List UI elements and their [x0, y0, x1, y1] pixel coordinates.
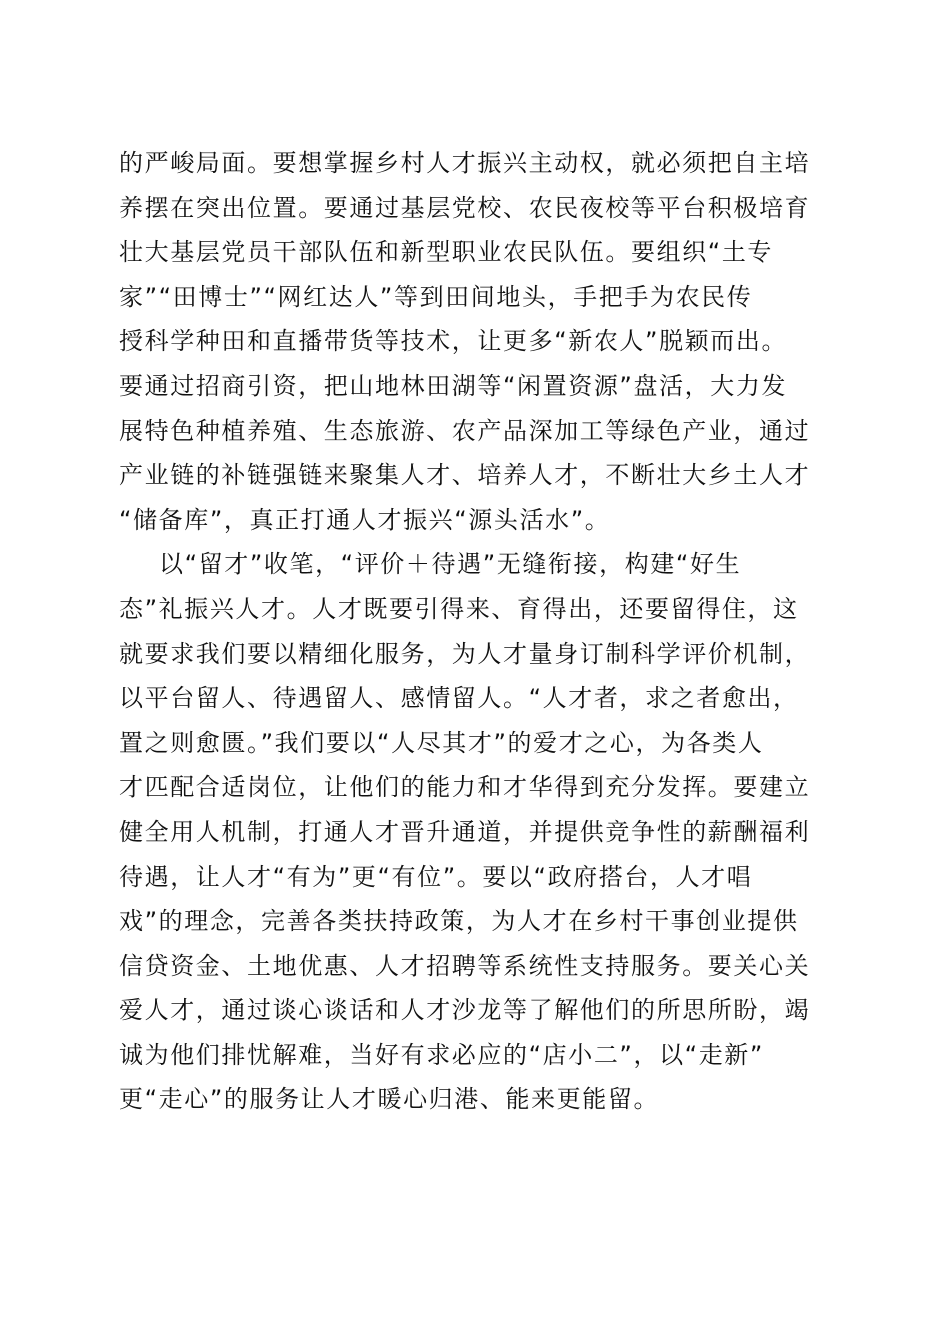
text-line: 健全用人机制，打通人才晋升通道，并提供竞争性的薪酬福利 [119, 817, 811, 846]
text-line: 信贷资金、土地优惠、人才招聘等系统性支持服务。要关心关 [119, 951, 811, 980]
text-line: 家”“田博士”“网红达人”等到田间地头，手把手为农民传 [119, 282, 753, 311]
text-line: 待遇，让人才“有为”更“有位”。要以“政府搭台，人才唱 [119, 862, 753, 891]
text-line: 产业链的补链强链来聚集人才、培养人才，不断壮大乡土人才 [119, 461, 811, 490]
text-line: 就要求我们要以精细化服务，为人才量身订制科学评价机制， [119, 639, 811, 668]
body-text [119, 141, 831, 1122]
text-line: 才匹配合适岗位，让他们的能力和才华得到充分发挥。要建立 [119, 773, 811, 802]
text-line: 更“走心”的服务让人才暖心归港、能来更能留。 [119, 1085, 660, 1114]
text-line: 养摆在突出位置。要通过基层党校、农民夜校等平台积极培育 [119, 193, 811, 222]
paragraph-1 [119, 141, 831, 542]
text-line: 展特色种植养殖、生态旅游、农产品深加工等绿色产业，通过 [119, 416, 811, 445]
text-line: 态”礼振兴人才。人才既要引得来、育得出，还要留得住，这 [119, 594, 799, 623]
text-line: 以平台留人、待遇留人、感情留人。“人才者，求之者愈出， [119, 684, 799, 713]
text-line: 戏”的理念，完善各类扶持政策，为人才在乡村干事创业提供 [119, 907, 799, 936]
text-line: 诚为他们排忧解难，当好有求必应的“店小二”，以“走新” [119, 1040, 764, 1069]
paragraph-2 [119, 542, 831, 1122]
text-line: 要通过招商引资，把山地林田湖等“闲置资源”盘活，大力发 [119, 371, 788, 400]
text-line: “储备库”，真正打通人才振兴“源头活水”。 [119, 505, 611, 534]
text-line: 以“留才”收笔，“评价＋待遇”无缝衔接，构建“好生 [159, 550, 742, 579]
text-line: 的严峻局面。要想掌握乡村人才振兴主动权，就必须把自主培 [119, 149, 811, 177]
text-line: 置之则愈匮。”我们要以“人尽其才”的爱才之心，为各类人 [119, 728, 764, 757]
text-line: 壮大基层党员干部队伍和新型职业农民队伍。要组织“土专 [119, 238, 774, 267]
text-line: 爱人才，通过谈心谈话和人才沙龙等了解他们的所思所盼，竭 [119, 996, 811, 1025]
text-line: 授科学种田和直播带货等技术，让更多“新农人”脱颖而出。 [119, 327, 788, 356]
